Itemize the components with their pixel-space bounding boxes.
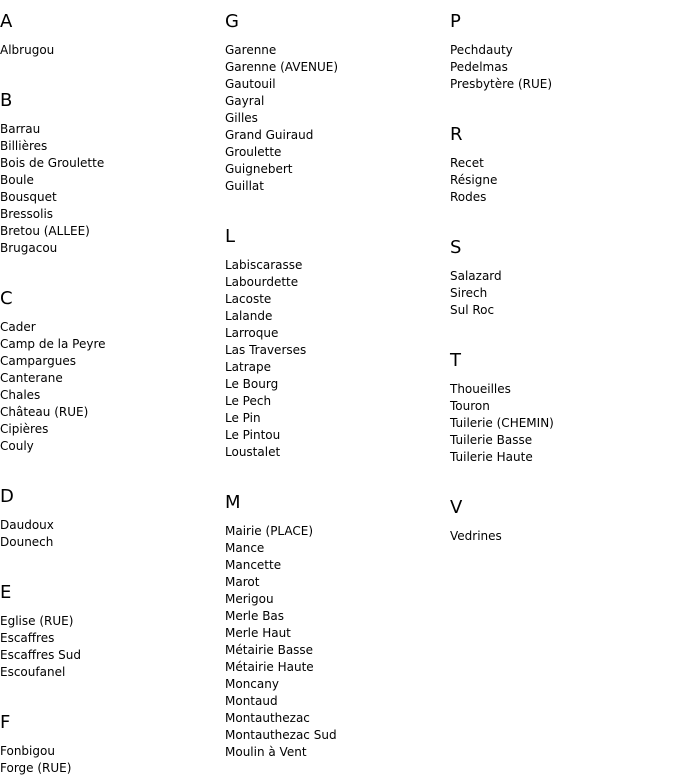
street-name: Montauthezac xyxy=(225,711,310,725)
letter-group-e xyxy=(0,571,225,681)
street-list xyxy=(225,42,450,195)
street-name: Billières xyxy=(0,139,48,153)
street-name: Labourdette xyxy=(225,275,299,289)
street-name: Guignebert xyxy=(225,162,293,176)
street-name: Métairie Haute xyxy=(225,660,314,674)
column-3 xyxy=(450,0,675,545)
column-2 xyxy=(225,0,450,761)
street-name: Dounech xyxy=(0,535,54,549)
street-name: Latrape xyxy=(225,360,272,374)
street-list xyxy=(450,381,675,466)
letter-heading: V xyxy=(450,497,463,518)
street-name: Escoufanel xyxy=(0,665,66,679)
street-name: Rodes xyxy=(450,190,487,204)
letter-group-m xyxy=(225,481,450,761)
letter-heading: S xyxy=(450,237,462,258)
street-name: Vedrines xyxy=(450,529,502,543)
street-name: Pedelmas xyxy=(450,60,508,74)
street-name: Merle Bas xyxy=(225,609,285,623)
street-name: Touron xyxy=(450,399,490,413)
letter-group-c xyxy=(0,277,225,455)
street-name: Garenne (AVENUE) xyxy=(225,60,339,74)
letter-heading: P xyxy=(450,11,461,32)
street-name: Bressolis xyxy=(0,207,54,221)
street-name: Forge (RUE) xyxy=(0,761,72,775)
street-name: Cader xyxy=(0,320,36,334)
letter-heading: C xyxy=(0,288,13,309)
street-name: Eglise (RUE) xyxy=(0,614,74,628)
street-name: Barrau xyxy=(0,122,41,136)
street-name: Tuilerie (CHEMIN) xyxy=(450,416,554,430)
letter-group-f xyxy=(0,701,225,777)
street-name: Mancette xyxy=(225,558,282,572)
street-name: Gautouil xyxy=(225,77,276,91)
street-name: Pechdauty xyxy=(450,43,513,57)
street-name: Grand Guiraud xyxy=(225,128,314,142)
letter-heading: D xyxy=(0,486,14,507)
street-name: Château (RUE) xyxy=(0,405,89,419)
street-name: Sul Roc xyxy=(450,303,495,317)
street-name: Gayral xyxy=(225,94,265,108)
letter-heading: E xyxy=(0,582,12,603)
street-name: Bretou (ALLEE) xyxy=(0,224,90,238)
street-name: Le Bourg xyxy=(225,377,279,391)
street-name: Garenne xyxy=(225,43,277,57)
letter-group-l xyxy=(225,215,450,461)
street-list xyxy=(450,42,675,93)
street-list xyxy=(450,155,675,206)
street-list xyxy=(225,257,450,461)
street-name: Montauthezac Sud xyxy=(225,728,337,742)
letter-group-s xyxy=(450,226,675,319)
letter-group-p xyxy=(450,0,675,93)
column-1 xyxy=(0,0,225,777)
letter-group-g xyxy=(225,0,450,195)
letter-group-v xyxy=(450,486,675,545)
letter-heading: T xyxy=(450,350,461,371)
street-name: Sirech xyxy=(450,286,488,300)
street-name: Cipières xyxy=(0,422,49,436)
street-name: Gilles xyxy=(225,111,258,125)
letter-heading: M xyxy=(225,492,241,513)
street-name: Campargues xyxy=(0,354,76,368)
street-name: Merle Haut xyxy=(225,626,291,640)
street-name: Larroque xyxy=(225,326,279,340)
street-list xyxy=(0,121,225,257)
letter-heading: G xyxy=(225,11,239,32)
street-name: Bois de Groulette xyxy=(0,156,105,170)
street-list xyxy=(0,319,225,455)
street-name: Moncany xyxy=(225,677,279,691)
street-name: Brugacou xyxy=(0,241,58,255)
street-list xyxy=(0,517,225,551)
street-name: Escaffres xyxy=(0,631,55,645)
street-name: Presbytère (RUE) xyxy=(450,77,553,91)
letter-heading: B xyxy=(0,90,13,111)
street-list xyxy=(0,613,225,681)
letter-heading: L xyxy=(225,226,236,247)
street-name: Recet xyxy=(450,156,484,170)
street-list xyxy=(450,528,675,545)
street-name: Marot xyxy=(225,575,260,589)
street-name: Merigou xyxy=(225,592,274,606)
street-name: Groulette xyxy=(225,145,282,159)
street-name: Camp de la Peyre xyxy=(0,337,106,351)
street-name: Loustalet xyxy=(225,445,281,459)
street-name: Montaud xyxy=(225,694,278,708)
street-name: Lalande xyxy=(225,309,273,323)
street-list xyxy=(225,523,450,761)
street-list xyxy=(450,268,675,319)
letter-heading: F xyxy=(0,712,11,733)
street-name: Fonbigou xyxy=(0,744,55,758)
street-name: Guillat xyxy=(225,179,264,193)
street-name: Chales xyxy=(0,388,41,402)
street-name: Résigne xyxy=(450,173,498,187)
street-name: Moulin à Vent xyxy=(225,745,307,759)
letter-group-r xyxy=(450,113,675,206)
letter-heading: A xyxy=(0,11,13,32)
street-name: Tuilerie Haute xyxy=(450,450,533,464)
street-name: Escaffres Sud xyxy=(0,648,82,662)
letter-group-d xyxy=(0,475,225,551)
street-name: Boule xyxy=(0,173,34,187)
street-name: Thoueilles xyxy=(450,382,511,396)
letter-group-a xyxy=(0,0,225,59)
street-name: Las Traverses xyxy=(225,343,307,357)
street-name: Labiscarasse xyxy=(225,258,303,272)
letter-group-t xyxy=(450,339,675,466)
street-name: Daudoux xyxy=(0,518,54,532)
street-name: Mairie (PLACE) xyxy=(225,524,314,538)
street-name: Albrugou xyxy=(0,43,55,57)
street-name: Mance xyxy=(225,541,265,555)
letter-heading: R xyxy=(450,124,463,145)
street-name: Le Pin xyxy=(225,411,261,425)
street-name: Couly xyxy=(0,439,34,453)
letter-group-b xyxy=(0,79,225,257)
street-name: Le Pech xyxy=(225,394,272,408)
street-name: Tuilerie Basse xyxy=(450,433,533,447)
street-list xyxy=(0,743,225,777)
street-name: Le Pintou xyxy=(225,428,281,442)
street-name: Salazard xyxy=(450,269,502,283)
street-name: Lacoste xyxy=(225,292,272,306)
street-name: Bousquet xyxy=(0,190,57,204)
street-name: Canterane xyxy=(0,371,63,385)
street-name: Métairie Basse xyxy=(225,643,314,657)
street-list xyxy=(0,42,225,59)
